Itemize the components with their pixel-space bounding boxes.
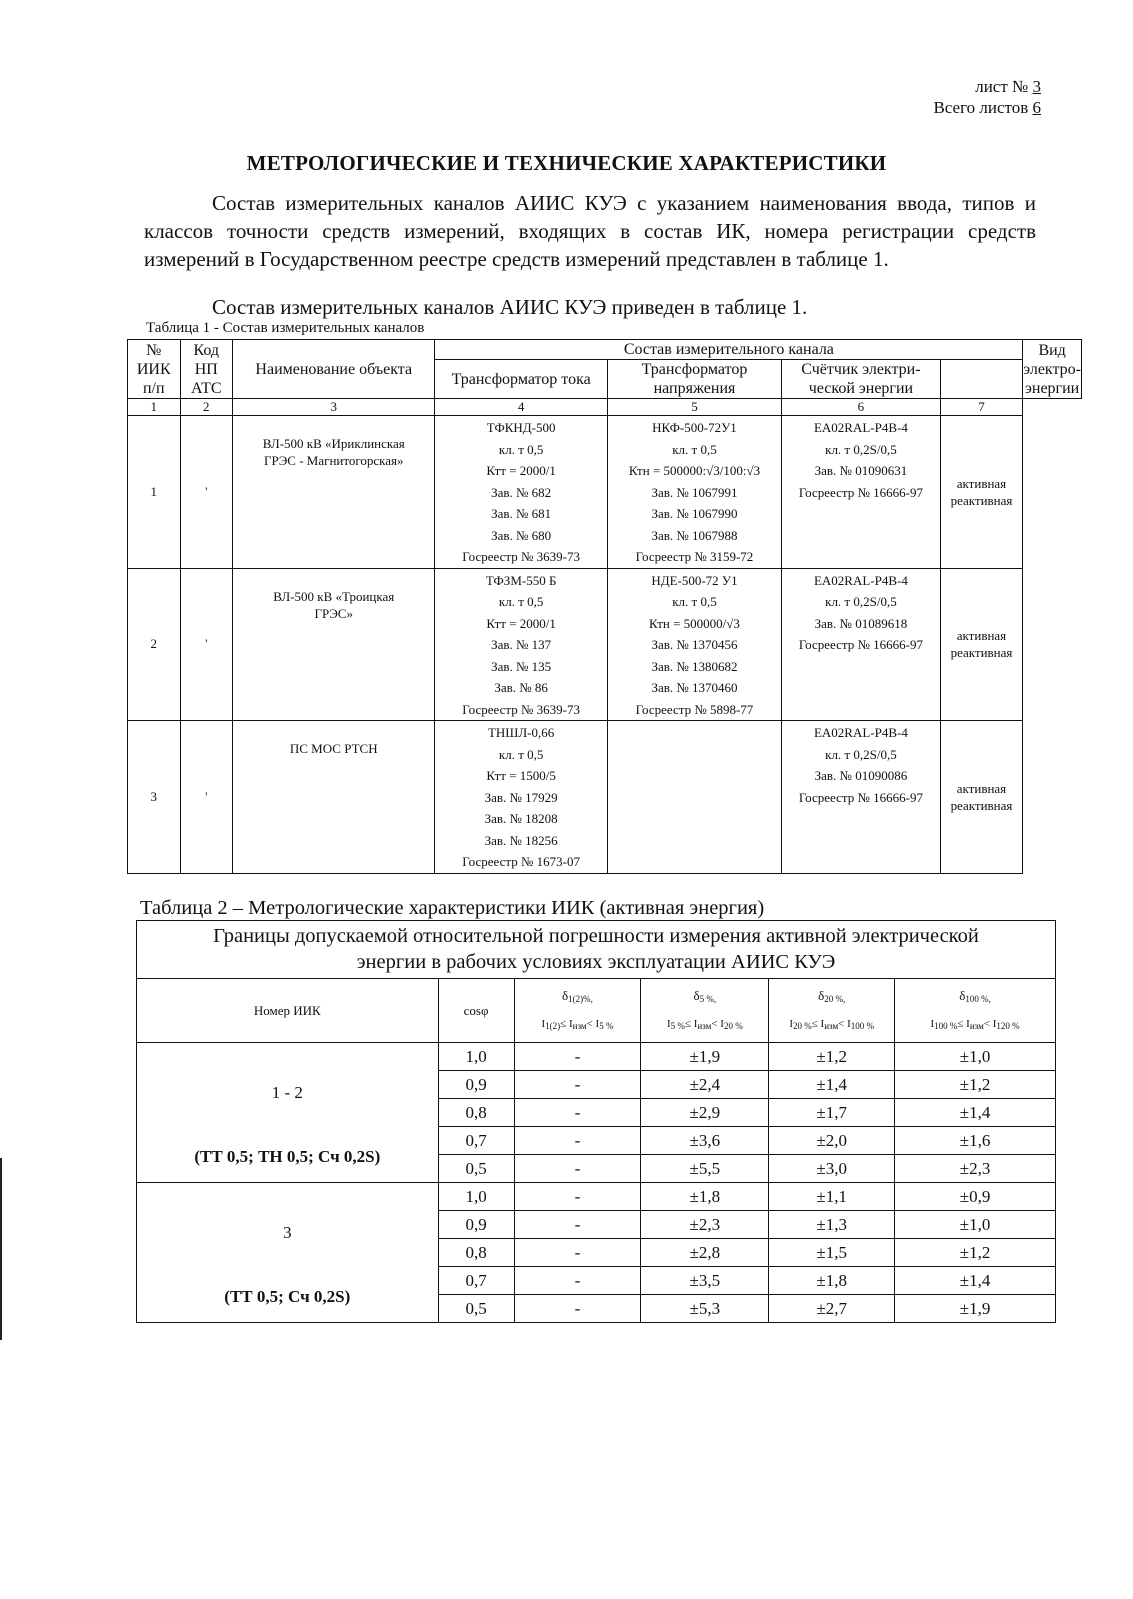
- cosphi-value: 1,0: [438, 1183, 514, 1211]
- current-transformer-line: Зав. № 681: [491, 506, 552, 521]
- range-part: I: [666, 1017, 671, 1030]
- energy-kind-line: реактивная: [950, 645, 1013, 661]
- header-code-line: Код: [193, 341, 220, 359]
- energy-kind: [940, 721, 1023, 874]
- current-transformer: [435, 416, 607, 569]
- energy-kind-line: активная: [956, 780, 1007, 796]
- range-sub: 20 %: [793, 1020, 812, 1031]
- header-kind-line: Вид: [1038, 341, 1066, 359]
- energy-kind-line: реактивная: [950, 797, 1013, 813]
- error-value: -: [514, 1071, 641, 1099]
- energy-kind-line: активная: [956, 475, 1007, 491]
- range-sub: изм: [572, 1020, 587, 1031]
- header-code-line: НП: [194, 360, 218, 378]
- range-sub: изм: [969, 1020, 984, 1031]
- col-number: 1: [128, 399, 181, 416]
- voltage-transformer-line: НДЕ-500-72 У1: [651, 572, 738, 588]
- range-part: I: [541, 1017, 546, 1030]
- table-row: [137, 1043, 1056, 1071]
- energy-meter-line: Зав. № 01089618: [814, 615, 908, 631]
- error-value: -: [514, 1211, 641, 1239]
- header-kind-line: энергии: [1025, 379, 1080, 397]
- table2-caption: Таблица 2 – Метрологические характеристики ИИК (активная энергия): [140, 897, 765, 919]
- voltage-transformer-line: НКФ-500-72У1: [652, 420, 737, 435]
- range-part: ≤ I: [684, 1017, 698, 1030]
- iik-group-classes: (ТТ 0,5; ТН 0,5; Сч 0,2S): [194, 1147, 381, 1166]
- error-value: ±1,9: [895, 1295, 1056, 1323]
- error-value: ±1,6: [895, 1127, 1056, 1155]
- error-value: -: [514, 1183, 641, 1211]
- cosphi-value: 0,7: [438, 1267, 514, 1295]
- energy-meter-line: кл. т 0,2S/0,5: [825, 746, 897, 762]
- header-delta: [769, 979, 895, 1043]
- range-sub: 100 %: [850, 1020, 875, 1031]
- current-transformer: [435, 721, 607, 874]
- delta-subscript: 100 %,: [965, 993, 991, 1004]
- sheet-number: 3: [1032, 77, 1041, 96]
- error-value: -: [514, 1155, 641, 1183]
- energy-meter: [782, 416, 941, 569]
- iik-number: 1: [128, 416, 181, 569]
- energy-meter-line: Зав. № 01090086: [814, 768, 908, 783]
- col-number: 2: [180, 399, 232, 416]
- table2-metrology: [136, 920, 1056, 1323]
- energy-kind: [940, 416, 1023, 569]
- energy-kind-line: активная: [956, 628, 1007, 644]
- current-transformer-line: Ктт = 2000/1: [486, 615, 556, 631]
- object-name: [233, 416, 435, 569]
- header-vt-line: напряжения: [653, 380, 736, 397]
- range-sub: 20 %: [723, 1020, 743, 1031]
- voltage-transformer-line: [608, 765, 781, 787]
- header-num-line: ИИК: [136, 360, 171, 378]
- current-transformer-line: кл. т 0,5: [498, 594, 544, 609]
- object-name-line: ГРЭС - Магнитогорская»: [263, 453, 404, 468]
- error-value: -: [514, 1239, 641, 1267]
- current-transformer-line: Зав. № 137: [491, 637, 552, 652]
- header-ct: Трансформатор тока: [435, 360, 607, 399]
- sheet-total-label: Всего листов: [933, 98, 1029, 117]
- error-value: ±1,4: [895, 1267, 1056, 1295]
- header-vt: [607, 360, 781, 399]
- error-value: ±0,9: [895, 1183, 1056, 1211]
- cosphi-value: 0,5: [438, 1155, 514, 1183]
- delta-subscript: 20 %,: [824, 993, 846, 1004]
- current-transformer-line: ТФКНД-500: [486, 420, 556, 435]
- energy-meter-line: EA02RAL-P4B-4: [813, 420, 908, 435]
- object-name-line: ВЛ-500 кВ «Ириклинская: [262, 436, 405, 451]
- error-value: ±1,8: [769, 1267, 895, 1295]
- current-transformer-line: ТНШЛ-0,66: [487, 725, 555, 740]
- column-numbers-row: [128, 399, 1082, 416]
- error-value: ±1,1: [769, 1183, 895, 1211]
- table2-header-title: [137, 921, 1056, 979]
- ats-code: ': [180, 568, 232, 721]
- error-value: -: [514, 1295, 641, 1323]
- error-value: ±2,7: [769, 1295, 895, 1323]
- energy-meter-line: Госреестр № 16666-97: [798, 789, 923, 805]
- delta-symbol: δ: [562, 987, 569, 1003]
- ats-code: ': [180, 416, 232, 569]
- voltage-transformer-line: Госреестр № 3159-72: [635, 549, 754, 564]
- energy-meter-line: кл. т 0,2S/0,5: [825, 594, 897, 609]
- voltage-transformer-line: [608, 787, 781, 809]
- header-kind: [1023, 340, 1082, 399]
- table-row: [128, 721, 1082, 874]
- error-value: ±2,3: [895, 1155, 1056, 1183]
- range-part: I: [789, 1017, 794, 1030]
- voltage-transformer-line: Ктн = 500000/√3: [649, 615, 740, 631]
- col-number: 5: [607, 399, 781, 416]
- voltage-transformer-line: [608, 722, 781, 744]
- delta-symbol: δ: [959, 987, 966, 1003]
- sheet-total: 6: [1032, 98, 1041, 117]
- voltage-transformer-line: Зав. № 1067988: [651, 527, 738, 543]
- error-value: ±1,2: [769, 1043, 895, 1071]
- energy-meter-line: EA02RAL-P4B-4: [813, 572, 908, 588]
- header-vt-line: Трансформатор: [641, 361, 748, 378]
- current-transformer-line: Зав. № 86: [494, 680, 548, 695]
- delta-subscript: 1(2)%,: [568, 993, 593, 1004]
- col-number: 7: [940, 399, 1023, 416]
- error-value: ±2,8: [641, 1239, 769, 1267]
- cosphi-value: 0,5: [438, 1295, 514, 1323]
- error-value: -: [514, 1267, 641, 1295]
- header-group: Состав измерительного канала: [435, 340, 1023, 360]
- voltage-transformer-line: [608, 808, 781, 830]
- page-title: МЕТРОЛОГИЧЕСКИЕ И ТЕХНИЧЕСКИЕ ХАРАКТЕРИСТИКИ: [246, 151, 887, 175]
- header-num-line: №: [146, 341, 162, 359]
- col-number: 4: [435, 399, 607, 416]
- summary-paragraph: Состав измерительных каналов АИИС КУЭ приведен в таблице 1.: [212, 295, 808, 319]
- header-cosphi: cosφ: [438, 979, 514, 1043]
- error-value: ±1,0: [895, 1043, 1056, 1071]
- energy-meter-line: кл. т 0,2S/0,5: [825, 441, 897, 457]
- range-sub: 5 %: [599, 1020, 614, 1031]
- error-value: ±5,3: [641, 1295, 769, 1323]
- current-transformer-line: Госреестр № 1673-07: [462, 854, 580, 869]
- voltage-transformer-line: Зав. № 1067990: [651, 506, 738, 521]
- energy-meter-line: Зав. № 01090631: [814, 463, 908, 478]
- range-part: < I: [711, 1017, 724, 1030]
- energy-kind: [940, 568, 1023, 721]
- error-value: ±2,0: [769, 1127, 895, 1155]
- delta-symbol: δ: [818, 987, 825, 1003]
- col-number: 6: [782, 399, 941, 416]
- iik-number: 3: [128, 721, 181, 874]
- energy-meter: [782, 568, 941, 721]
- voltage-transformer-line: Зав. № 1380682: [651, 658, 738, 674]
- error-value: ±1,4: [769, 1071, 895, 1099]
- range-sub: изм: [824, 1020, 839, 1031]
- current-transformer-line: Зав. № 17929: [484, 789, 558, 805]
- iik-number: 2: [128, 568, 181, 721]
- error-value: ±1,0: [895, 1211, 1056, 1239]
- range-sub: 1(2): [545, 1020, 561, 1031]
- error-value: -: [514, 1127, 641, 1155]
- error-value: ±3,6: [641, 1127, 769, 1155]
- object-name-line: ВЛ-500 кВ «Троицкая: [273, 588, 395, 604]
- table2-title-line: энергии в рабочих условиях эксплуатации АИИС КУЭ: [356, 951, 836, 973]
- intro-text: Состав измерительных каналов АИИС КУЭ с указанием наименования ввода, типов и классов точности средств измерений, входящих в состав ИК, номера регистрации средств измерений в Государственном реестре средств измерений представлен в таблице 1.: [144, 191, 1036, 271]
- error-value: ±1,9: [641, 1043, 769, 1071]
- error-value: ±1,2: [895, 1239, 1056, 1267]
- header-meter-line: ческой энергии: [808, 380, 914, 397]
- error-value: ±2,3: [641, 1211, 769, 1239]
- current-transformer-line: Госреестр № 3639-73: [462, 701, 580, 717]
- error-value: -: [514, 1043, 641, 1071]
- error-value: ±1,5: [769, 1239, 895, 1267]
- delta-subscript: 5 %,: [699, 993, 717, 1004]
- cosphi-value: 0,9: [438, 1071, 514, 1099]
- voltage-transformer-line: Ктн = 500000:√3/100:√3: [628, 463, 761, 478]
- current-transformer-line: Зав. № 680: [491, 527, 552, 543]
- voltage-transformer-line: кл. т 0,5: [672, 594, 717, 609]
- error-value: ±5,5: [641, 1155, 769, 1183]
- table1-caption: Таблица 1 - Состав измерительных каналов: [146, 320, 425, 336]
- iik-group-number: 1 - 2: [271, 1083, 303, 1102]
- object-name-line: ПС МОС РТСН: [289, 741, 378, 756]
- header-object: Наименование объекта: [233, 340, 435, 399]
- current-transformer-line: кл. т 0,5: [498, 746, 544, 762]
- iik-group-classes: (ТТ 0,5; Сч 0,2S): [224, 1287, 351, 1306]
- error-value: ±1,4: [895, 1099, 1056, 1127]
- header-delta: [895, 979, 1056, 1043]
- cosphi-value: 0,7: [438, 1127, 514, 1155]
- object-name-line: ГРЭС»: [314, 605, 353, 621]
- error-value: ±2,9: [641, 1099, 769, 1127]
- cosphi-value: 1,0: [438, 1043, 514, 1071]
- range-part: < I: [838, 1017, 851, 1030]
- cosphi-value: 0,9: [438, 1211, 514, 1239]
- range-sub: изм: [697, 1020, 712, 1031]
- error-value: ±1,8: [641, 1183, 769, 1211]
- error-value: ±3,5: [641, 1267, 769, 1295]
- range-part: ≤ I: [957, 1017, 970, 1030]
- delta-symbol: δ: [693, 987, 700, 1003]
- voltage-transformer: [607, 416, 781, 569]
- range-sub: 5 %: [670, 1020, 685, 1031]
- range-sub: 120 %: [996, 1020, 1020, 1031]
- current-transformer-line: Зав. № 135: [491, 658, 552, 674]
- voltage-transformer-line: [608, 851, 781, 873]
- error-value: -: [514, 1099, 641, 1127]
- range-part: < I: [983, 1017, 997, 1030]
- voltage-transformer: [607, 721, 781, 874]
- object-name: [233, 721, 435, 874]
- voltage-transformer-line: Зав. № 1370456: [651, 637, 738, 652]
- col-number: 3: [233, 399, 435, 416]
- current-transformer-line: Госреестр № 3639-73: [462, 549, 580, 564]
- current-transformer-line: Зав. № 18208: [484, 811, 558, 826]
- range-sub: 100 %: [934, 1020, 958, 1031]
- header-iik-number: Номер ИИК: [137, 979, 439, 1043]
- voltage-transformer-line: Зав. № 1067991: [651, 484, 738, 500]
- current-transformer-line: Ктт = 2000/1: [486, 463, 556, 478]
- energy-kind-line: реактивная: [950, 492, 1013, 508]
- table-row: [137, 1183, 1056, 1211]
- current-transformer-line: Ктт = 1500/5: [486, 768, 556, 783]
- voltage-transformer-line: [608, 830, 781, 852]
- voltage-transformer: [607, 568, 781, 721]
- voltage-transformer-line: кл. т 0,5: [672, 441, 717, 457]
- header-meter-line: Счётчик электри-: [801, 361, 921, 378]
- cosphi-value: 0,8: [438, 1239, 514, 1267]
- range-part: < I: [586, 1017, 600, 1030]
- voltage-transformer-line: Госреестр № 5898-77: [635, 701, 754, 717]
- current-transformer: [435, 568, 607, 721]
- energy-meter: [782, 721, 941, 874]
- table1-channels: [127, 339, 1082, 874]
- current-transformer-line: ТФЗМ-550 Б: [485, 572, 557, 588]
- energy-meter-line: Госреестр № 16666-97: [798, 637, 923, 652]
- error-value: ±1,3: [769, 1211, 895, 1239]
- current-transformer-line: кл. т 0,5: [498, 441, 544, 457]
- table-row: [128, 568, 1082, 721]
- header-kind-line: электро-: [1023, 360, 1081, 378]
- header-code-line: АТС: [190, 379, 222, 397]
- error-value: ±1,2: [895, 1071, 1056, 1099]
- current-transformer-line: Зав. № 682: [491, 484, 552, 500]
- iik-group-number: 3: [283, 1223, 292, 1242]
- energy-meter-line: Госреестр № 16666-97: [798, 484, 923, 500]
- table-row: [128, 416, 1082, 569]
- header-num-line: п/п: [142, 379, 165, 397]
- error-value: ±2,4: [641, 1071, 769, 1099]
- header-delta: [641, 979, 769, 1043]
- error-value: ±3,0: [769, 1155, 895, 1183]
- header-delta: [514, 979, 641, 1043]
- current-transformer-line: Зав. № 18256: [484, 832, 558, 848]
- voltage-transformer-line: [608, 744, 781, 766]
- error-value: ±1,7: [769, 1099, 895, 1127]
- ats-code: ': [180, 721, 232, 874]
- header-num: [128, 340, 181, 399]
- header-code: [180, 340, 232, 399]
- header-meter: [782, 360, 941, 399]
- intro-paragraph: [144, 189, 1036, 273]
- iik-group: [137, 1043, 439, 1183]
- range-part: ≤ I: [811, 1017, 825, 1030]
- sheet-label: лист №: [975, 77, 1029, 96]
- cosphi-value: 0,8: [438, 1099, 514, 1127]
- range-part: I: [930, 1017, 935, 1030]
- sheet-info: [933, 76, 1041, 118]
- range-part: ≤ I: [560, 1017, 573, 1030]
- iik-group: [137, 1183, 439, 1323]
- scan-edge-mark: [0, 1158, 2, 1340]
- table2-title-line: Границы допускаемой относительной погрешности измерения активной электрической: [213, 925, 979, 947]
- voltage-transformer-line: Зав. № 1370460: [651, 680, 738, 695]
- object-name: [233, 568, 435, 721]
- energy-meter-line: EA02RAL-P4B-4: [813, 725, 908, 740]
